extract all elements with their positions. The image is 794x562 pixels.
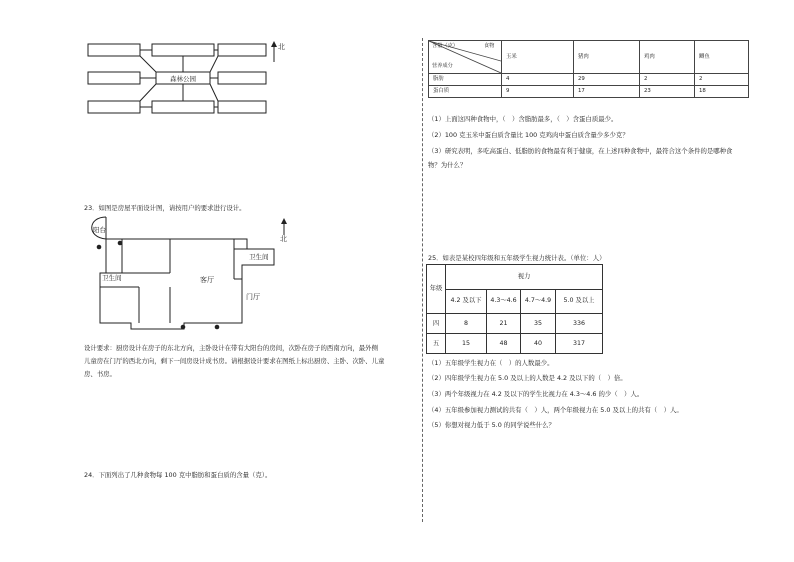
header-nutrient-label: 营养成分 — [432, 63, 453, 69]
table-cell: 35 — [521, 314, 556, 334]
room-living-label: 客厅 — [200, 276, 214, 284]
food-header-pork: 猪肉 — [574, 41, 640, 74]
table-row — [429, 86, 749, 98]
table-cell: 8 — [446, 314, 487, 334]
table-cell: 317 — [556, 334, 603, 354]
food-nutrition-table — [428, 40, 749, 98]
q23-prompt: 23．如图是房屋平面设计图，请按用户的要求进行设计。 — [84, 204, 246, 212]
vision-col-header: 4.2 及以下 — [446, 289, 487, 314]
table-cell: 2 — [695, 74, 749, 86]
house-floor-plan — [84, 215, 304, 337]
table-cell: 48 — [487, 334, 521, 354]
q24-question-3-cont: 物？为什么？ — [428, 161, 467, 169]
table-cell: 17 — [574, 86, 640, 98]
room-hall-label: 门厅 — [246, 293, 260, 301]
table-cell: 40 — [521, 334, 556, 354]
room-bath-right-label: 卫生间 — [249, 253, 269, 261]
q24-question-1: （1）上面这四种食物中，（ ）含脂肪最多，（ ）含蛋白质最少。 — [428, 115, 618, 123]
q24-prompt: 24．下面列出了几种食物每 100 克中脂肪和蛋白质的含量（克）。 — [84, 471, 272, 479]
table-cell: 15 — [446, 334, 487, 354]
room-balcony-label: 阳台 — [93, 226, 106, 234]
header-food-label: 食物 — [484, 43, 495, 49]
q25-question-1: （1）五年级学生视力在（ ）的人数最少。 — [428, 359, 554, 367]
table-header-row — [427, 265, 603, 290]
map-center-label: 森林公园 — [170, 75, 196, 83]
q24-question-3: （3）研究表明，多吃高蛋白、低脂肪的食物最有利于健康，在上述四种食物中，最符合这个条件的是哪种食 — [428, 147, 733, 155]
q25-question-5: （5）你想对视力低于 5.0 的同学说些什么？ — [428, 421, 555, 429]
q25-question-2: （2）四年级学生视力在 5.0 及以上的人数是 4.2 及以下的（ ）倍。 — [428, 374, 627, 382]
table-cell: 9 — [502, 86, 574, 98]
header-content-label: 含量（克） — [432, 43, 458, 49]
table-cell: 18 — [695, 86, 749, 98]
table-cell: 23 — [640, 86, 695, 98]
q23-requirement-line-1: 设计要求：厨房设计在房子的东北方向，主卧设计在带有大阳台的房间，次卧在房子的西南方向，最外侧 — [84, 344, 378, 352]
table-header-row — [429, 41, 749, 74]
q25-prompt: 25．如表是某校四年级和五年级学生视力统计表。（单位：人） — [428, 254, 606, 262]
table-cell: 21 — [487, 314, 521, 334]
vision-col-header: 4.7～4.9 — [521, 289, 556, 314]
q24-question-2: （2）100 克玉米中蛋白质含量比 100 克鸡肉中蛋白质含量少多少克？ — [428, 131, 629, 139]
table-cell: 336 — [556, 314, 603, 334]
table-cell: 29 — [574, 74, 640, 86]
map-north-label: 北 — [278, 43, 285, 51]
table-cell: 4 — [502, 74, 574, 86]
row-label: 脂肪 — [429, 74, 502, 86]
vision-col-header: 4.3～4.6 — [487, 289, 521, 314]
table-subheader-row — [427, 289, 603, 314]
diagonal-header-cell — [429, 41, 502, 74]
table-row — [427, 314, 603, 334]
vision-stats-table — [426, 264, 603, 354]
row-label: 蛋白质 — [429, 86, 502, 98]
table-row — [429, 74, 749, 86]
park-map-diagram — [84, 38, 298, 122]
vision-col-header: 5.0 及以上 — [556, 289, 603, 314]
page-divider — [422, 38, 423, 522]
q25-question-3: （3）两个年级视力在 4.2 及以下的学生比视力在 4.3～4.6 的少（ ）人。 — [428, 390, 644, 398]
grade-header: 年级 — [427, 265, 446, 314]
q23-requirement-line-3: 房、书房。 — [84, 370, 116, 378]
food-header-corn: 玉米 — [502, 41, 574, 74]
grade-cell: 五 — [427, 334, 446, 354]
grade-cell: 四 — [427, 314, 446, 334]
plan-north-label: 北 — [280, 235, 287, 243]
q25-question-4: （4）五年级参加视力测试的共有（ ）人，两个年级视力在 5.0 及以上的共有（ ）人。 — [428, 406, 683, 414]
food-header-fish: 鲫鱼 — [695, 41, 749, 74]
q23-requirement-line-2: 儿童房在门厅的西北方向，剩下一间房设计成书房。请根据设计要求在图纸上标出厨房、主卧、次卧、儿童 — [84, 357, 385, 365]
table-cell: 2 — [640, 74, 695, 86]
room-bath-left-label: 卫生间 — [102, 274, 122, 282]
vision-header: 视力 — [446, 265, 603, 290]
food-header-chicken: 鸡肉 — [640, 41, 695, 74]
table-row — [427, 334, 603, 354]
